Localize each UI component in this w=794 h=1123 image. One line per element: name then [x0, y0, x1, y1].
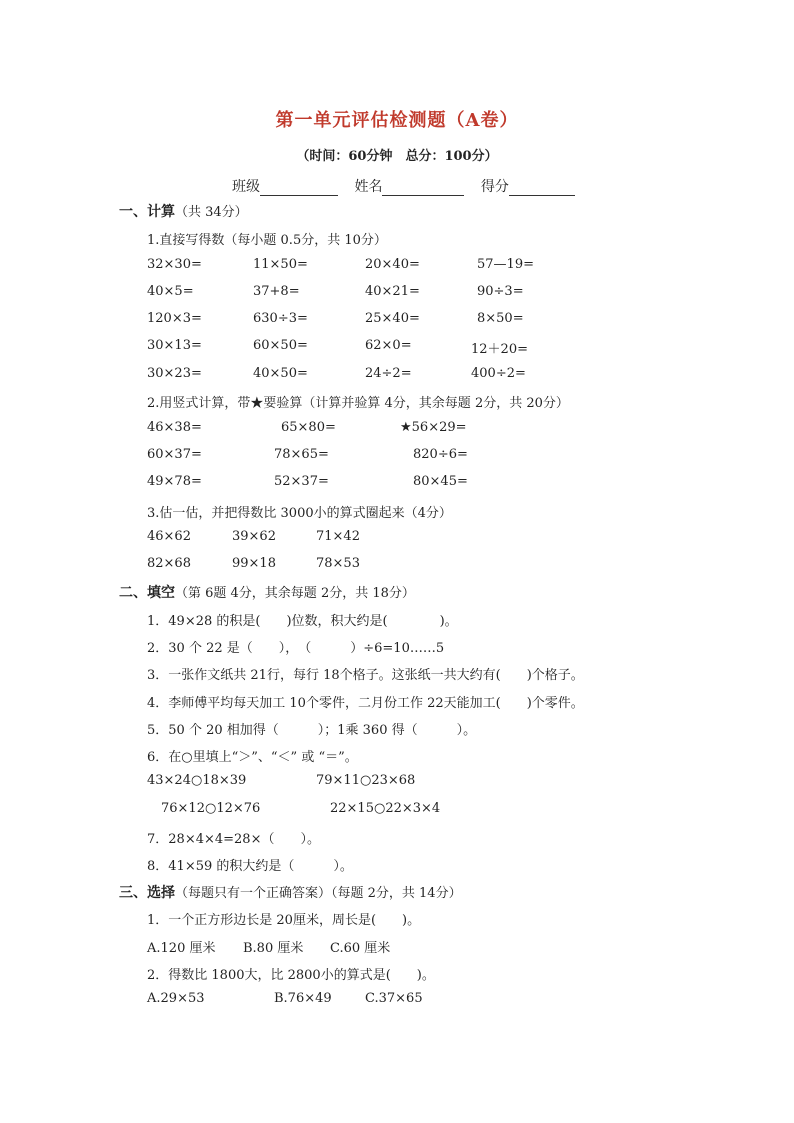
- choice-q2-prompt: 2．得数比 1800大，比 2800小的算式是( )。: [147, 968, 435, 983]
- list-item: 24÷2=: [365, 366, 412, 381]
- section-2-title: 二、填空: [119, 585, 175, 601]
- compare-item: 79×11○23×68: [316, 773, 416, 788]
- class-label: 班级: [232, 179, 260, 195]
- list-item: 78×65=: [274, 447, 329, 462]
- list-item: 820÷6=: [413, 447, 468, 462]
- section-2-note: （第 6题 4分，其余每题 2分，共 18分）: [175, 586, 415, 601]
- list-item: 60×37=: [147, 447, 202, 462]
- section-3-title: 三、选择: [119, 885, 175, 901]
- list-item: 37+8=: [253, 284, 300, 299]
- list-item: 630÷3=: [253, 311, 308, 326]
- list-item: 30×23=: [147, 366, 202, 381]
- q1-prompt: 1.直接写得数（每小题 0.5分，共 10分）: [147, 233, 387, 248]
- list-item: 99×18: [232, 556, 276, 571]
- list-item: 30×13=: [147, 338, 202, 353]
- list-item: 8×50=: [477, 311, 524, 326]
- list-item: 71×42: [316, 529, 360, 544]
- fill-item-6: 6．在○里填上“＞”、“＜” 或 “＝”。: [147, 750, 358, 765]
- list-item: 40×21=: [365, 284, 420, 299]
- section-2-heading: [119, 582, 415, 602]
- list-item: 39×62: [232, 529, 276, 544]
- list-item: 46×62: [147, 529, 191, 544]
- choice-q2-option-c[interactable]: C.37×65: [365, 991, 423, 1006]
- list-item: 400÷2=: [471, 366, 526, 381]
- list-item: ★56×29=: [400, 420, 467, 435]
- fill-item-1: 1．49×28 的积是( )位数，积大约是( )。: [147, 614, 458, 629]
- section-1-note: （共 34分）: [175, 205, 248, 220]
- compare-item: 22×15○22×3×4: [330, 801, 441, 816]
- compare-item: 76×12○12×76: [161, 801, 261, 816]
- compare-item: 43×24○18×39: [147, 773, 247, 788]
- list-item: 32×30=: [147, 257, 202, 272]
- choice-q1-prompt: 1．一个正方形边长是 20厘米，周长是( )。: [147, 913, 421, 928]
- list-item: 49×78=: [147, 474, 202, 489]
- list-item: 52×37=: [274, 474, 329, 489]
- fill-item-4: 4．李师傅平均每天加工 10个零件，二月份工作 22天能加工( )个零件。: [147, 696, 584, 711]
- exam-time-score: （时间：60分钟 总分：100分）: [296, 149, 498, 164]
- list-item: 90÷3=: [477, 284, 524, 299]
- list-item: 11×50=: [253, 257, 308, 272]
- section-1-title: 一、计算: [119, 204, 175, 220]
- q2-prompt: 2.用竖式计算，带★要验算（计算并验算 4分，其余每题 2分，共 20分）: [147, 396, 569, 411]
- section-1-heading: [119, 201, 248, 221]
- page-title: 第一单元评估检测题（A卷）: [275, 110, 519, 131]
- section-3-note: （每题只有一个正确答案）（每题 2分，共 14分）: [175, 886, 462, 901]
- choice-q1-option-b[interactable]: B.80 厘米: [243, 941, 304, 956]
- list-item: 12＋20=: [471, 342, 528, 357]
- list-item: 120×3=: [147, 311, 202, 326]
- name-label: 姓名: [354, 179, 383, 195]
- list-item: 40×5=: [147, 284, 194, 299]
- list-item: 40×50=: [253, 366, 308, 381]
- list-item: 60×50=: [253, 338, 308, 353]
- fill-item-5: 5．50 个 20 相加得（ ）；1乘 360 得（ ）。: [147, 723, 477, 738]
- q3-prompt: 3.估一估，并把得数比 3000小的算式圈起来（4分）: [147, 506, 452, 521]
- fill-item-7: 7．28×4×4=28×（ ）。: [147, 832, 320, 847]
- class-blank[interactable]: [260, 181, 338, 196]
- list-item: 80×45=: [413, 474, 468, 489]
- list-item: 57—19=: [477, 257, 534, 272]
- choice-q1-option-a[interactable]: A.120 厘米: [147, 941, 216, 956]
- student-info-line: [232, 176, 575, 196]
- section-3-heading: [119, 882, 462, 902]
- list-item: 65×80=: [281, 420, 336, 435]
- fill-item-2: 2．30 个 22 是（ ）， （ ）÷6=10……5: [147, 641, 445, 656]
- list-item: 25×40=: [365, 311, 420, 326]
- list-item: 78×53: [316, 556, 360, 571]
- fill-item-3: 3．一张作文纸共 21行，每行 18个格子。这张纸一共大约有( )个格子。: [147, 668, 584, 683]
- score-label: 得分: [480, 179, 509, 195]
- score-blank[interactable]: [509, 181, 575, 196]
- fill-item-8: 8．41×59 的积大约是（ ）。: [147, 859, 353, 874]
- choice-q1-option-c[interactable]: C.60 厘米: [330, 941, 391, 956]
- list-item: 20×40=: [365, 257, 420, 272]
- list-item: 46×38=: [147, 420, 202, 435]
- name-blank[interactable]: [382, 181, 464, 196]
- list-item: 82×68: [147, 556, 191, 571]
- choice-q2-option-a[interactable]: A.29×53: [147, 991, 205, 1006]
- choice-q2-option-b[interactable]: B.76×49: [274, 991, 332, 1006]
- list-item: 62×0=: [365, 338, 412, 353]
